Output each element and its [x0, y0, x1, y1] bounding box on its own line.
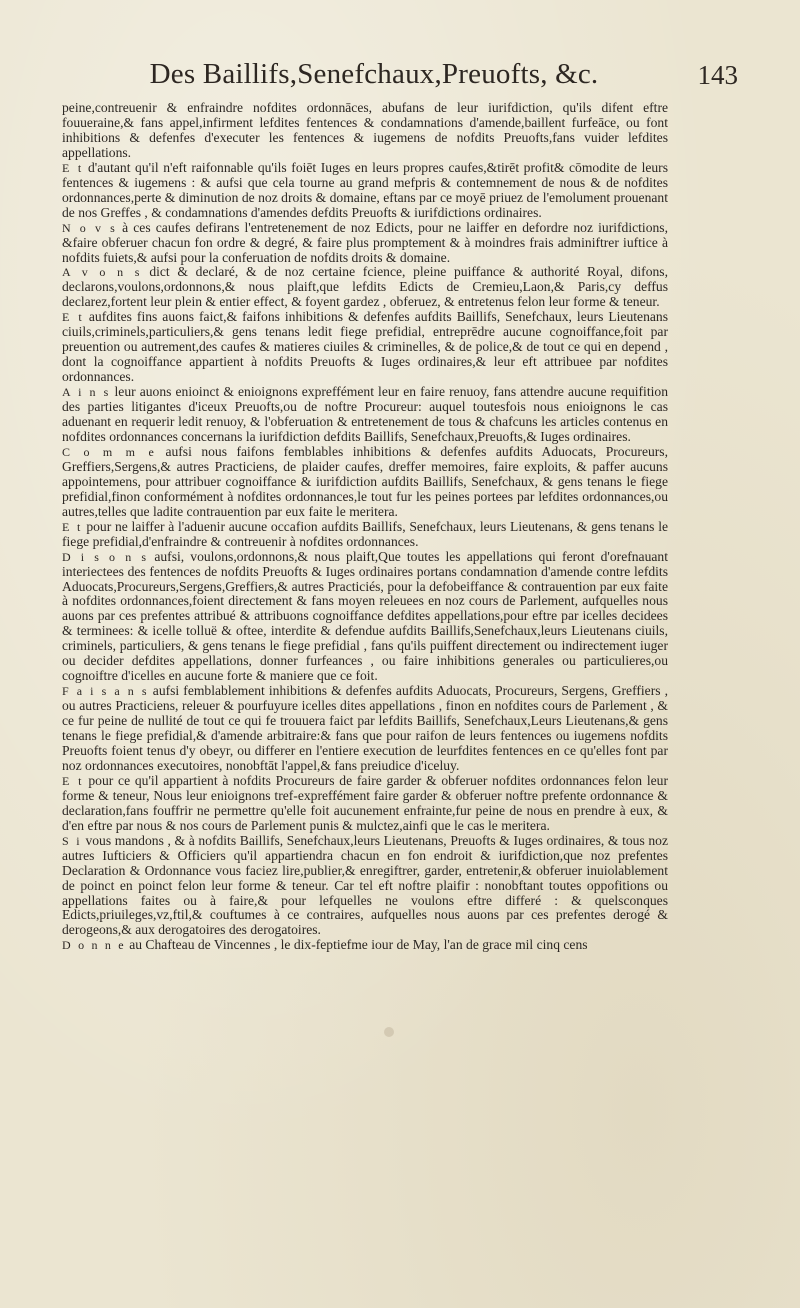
paragraph-text: aufdites fins auons faict,& faifons inhibitions & defenfes aufdits Baillifs, Senefchaux, leurs Lieutenans ciuils,criminels,particuliers,& gens tenans ledit fiege prefidial, entreprēdre aucune cognoiffance,foit par preuention ou autrement,des caufes & matieres ciuiles & criminelles, & de police,& de tout ce qui en depend , dont la cognoiffance appartient à nofdits Preuofts & Iuges ordinaires,& leur eft attribuee par nofdites ordonnances.	[62, 309, 668, 385]
paragraph	[62, 265, 668, 310]
paragraph	[62, 385, 668, 445]
paragraph-text: à ces caufes defirans l'entretenement de noz Edicts, pour ne laiffer en defordre noz iurifdictions, &faire obferuer chacun fon ordre & degré, & faire plus promptement & à moindres frais adminiftrer iuftice à nofdits fuiets,& aufsi pour la conferuation de nofdits droits & domaine.	[62, 219, 668, 265]
paragraph-lead: E t	[62, 519, 83, 534]
paragraph	[62, 101, 668, 161]
page-number: 143	[697, 60, 738, 90]
ink-blot	[384, 1027, 394, 1037]
paragraph-text: au Chafteau de Vincennes , le dix-feptiefme iour de May, l'an de grace mil cinq cens	[125, 937, 588, 953]
paragraph	[62, 938, 668, 953]
paragraph	[62, 310, 668, 385]
paragraph-text: peine,contreuenir & enfraindre nofdites ordonnāces, abufans de leur iurifdiction, qu'ils difent eftre fouueraine,& fans appel,infirment lefdites fentences & condamnations d'amende,baillent furfeāce, ou font inhibitions & defenfes d'executer les fentences & iugemens de nofdits Preuofts,fans vuider lefdites appellations.	[62, 100, 668, 160]
paragraph-lead: F a i s a n s	[62, 684, 149, 699]
paragraph	[62, 520, 668, 550]
paragraph-lead: E t	[62, 773, 84, 788]
paragraph	[62, 550, 668, 685]
paragraph	[62, 221, 668, 266]
paragraph-lead: A i n s	[62, 385, 111, 400]
paragraph-lead: E t	[62, 310, 84, 325]
paragraph-lead: D o n n e	[62, 938, 126, 953]
paragraph-lead: C o m m e	[62, 444, 156, 459]
paragraph-lead: A v o n s	[62, 265, 142, 280]
paragraph	[62, 684, 668, 774]
paragraph	[62, 774, 668, 834]
paragraph-text: pour ne laiffer à l'aduenir aucune occafion aufdits Baillifs, Senefchaux, leurs Lieutenans, & gens tenans le fiege prefidial,d'enfraindre & contreuenir à nofdites ordonnances.	[62, 518, 669, 549]
paragraph-text: d'autant qu'il n'eft raifonnable qu'ils foiēt Iuges en leurs propres caufes,&tirēt profit& cōmodite de leurs fentences & iugemens : & aufsi que cela tourne au grand mefpris & contemnement de nous & de nofdites ordonnances,perte & diminution de noz droits & domaine, eftans par ce moyē priuez de l'emolument prouenant de nos Greffes , & condamnations d'amendes defdits Preuofts & iurifdictions ordinaires.	[62, 159, 668, 220]
body-text	[62, 101, 668, 953]
paragraph-text: aufsi, voulons,ordonnons,& nous plaift,Que toutes les appellations qui feront d'orefnauant interiectees des fentences de nofdits Preuofts & Iuges ordinaires portans condamnation d'amende contre lefdits Aduocats,Procureurs,Sergens,Greffiers,& autres Practiciés, pour la defobeiffance & contrauention par eux faite à nofdites ordonnances,foient directement & fans moyen releuees en noz cours de Parlement, aufquelles nous auons par ces prefentes attribué & attribuons cognoiffance defdites appellations,pour eftre par icelles decidees & terminees: & icelle tolluë & oftee, interdite & defendue aufdits Baillifs,Senefchaux,leurs Lieutenans ciuils, criminels, particuliers, & gens tenans le fiege prefidial , fans qu'ils puiffent directement ou indirectement iuger ou decider defdites appellations, donner furfeances , ou faire inhibitions generales ou particulieres,ou cognoiftre d'icelles en aucune forte & maniere que ce foit.	[62, 548, 668, 684]
running-title: Des Baillifs,Senefchaux,Preuofts, &c.	[149, 58, 599, 90]
paragraph	[62, 445, 668, 520]
paragraph-text: aufsi femblablement inhibitions & defenfes aufdits Aduocats, Procureurs, Sergens, Greffiers , ou autres Practiciens, releuer & pourfuyure icelles dites appellations , finon en nofdites cours de Parlement , & ce fur peine de nullité de tout ce qui fe trouuera faict par lefdits Baillifs, Senefchaux,Leurs Lieutenans,& gens tenans le fiege prefidial,& d'amende arbitraire:& fans que pour raifon de leurs fentences ou iugemens nofdits Preuofts foient tenus d'y obeyr, ou differer en l'entiere execution de leurfdites fentences en ce qu'elles font par noz ordonnances executoires, nonobftāt l'appel,& fans preiudice d'iceluy.	[62, 683, 668, 773]
paragraph-lead: D i s o n s	[62, 549, 149, 564]
page-header	[62, 58, 738, 100]
paragraph-lead: N o v s	[62, 220, 117, 235]
paragraph	[62, 834, 668, 939]
paragraph-lead: S i	[62, 833, 82, 848]
paragraph-text: pour ce qu'il appartient à nofdits Procureurs de faire garder & obferuer nofdites ordonnances felon leur forme & teneur, Nous leur enioignons tref-expreffément faire garder & obferuer noftre prefente ordonnance & declaration,fans fouffrir ne permettre qu'elle foit aucunement enfrainte,fur peine de nous en prendre à eux, & d'en eftre par nous & nos cours de Parlement punis & mulctez,ainfi que le cas le meritera.	[62, 772, 668, 833]
paragraph	[62, 161, 668, 221]
paragraph-text: vous mandons , & à nofdits Baillifs, Senefchaux,leurs Lieutenans, Preuofts & Iuges ordinaires, & tous noz autres Iufticiers & Officiers qu'il appartiendra chacun en fon endroit & iurifdiction,que noz prefentes Declaration & Ordonnance vous faciez lire,publier,& enregiftrer, garder, entretenir,& obferuer inuiolablement de poinct en poinct felon leur forme & teneur. Car tel eft noftre plaifir : nonobftant toutes oppofitions ou appellations faites ou à faire,& pour lefquelles ne voulons eftre differé : & quelsconques Edicts,priuileges,vz,ftil,& couftumes à ce contraires, aufquelles nous auons par ces prefentes derogé & derogeons,& aux derogatoires des derogatoires.	[62, 832, 669, 938]
paragraph-text: aufsi nous faifons femblables inhibitions & defenfes aufdits Aduocats, Procureurs, Greffiers,Sergens,& autres Practiciens, de plaider caufes, dreffer memoires, faire exploits, & paffer aucuns appointemens, pour attribuer cognoiffance & iurifdiction aufdits Baillifs, Senefchaux, & gens tenans le fiege prefidial,finon conformément à nofdites ordonnances,le tout fur les peines portees par lefdites ordonnances,ou autres,telles que ladite contrauention par eux faite le meritera.	[62, 443, 668, 519]
paragraph-lead: E t	[62, 160, 84, 175]
paragraph-text: leur auons enioinct & enioignons expreffément leur en faire renuoy, fans attendre aucune requifition des parties litigantes d'iceux Preuofts,ou de noftre Procureur: auquel toutesfois nous enioignons le cas aduenant en requerir ledit renuoy, & l'obferuation & entretenement de tous & chafcuns les articles contenus en nofdites ordonnances concernans la iurifdiction defdits Baillifs, Senefchaux,Preuofts,& Iuges ordinaires.	[62, 384, 668, 444]
paragraph-text: dict & declaré, & de noz certaine fcience, pleine puiffance & authorité Royal, difons, declarons,voulons,ordonnons,& nous plaift,que lefdits Edicts de Cremieu,Laon,& Paris,cy deffus declarez,fortent leur plein & entier effect, & foyent gardez , obferuez, & entretenus felon leur forme & teneur.	[62, 264, 668, 310]
